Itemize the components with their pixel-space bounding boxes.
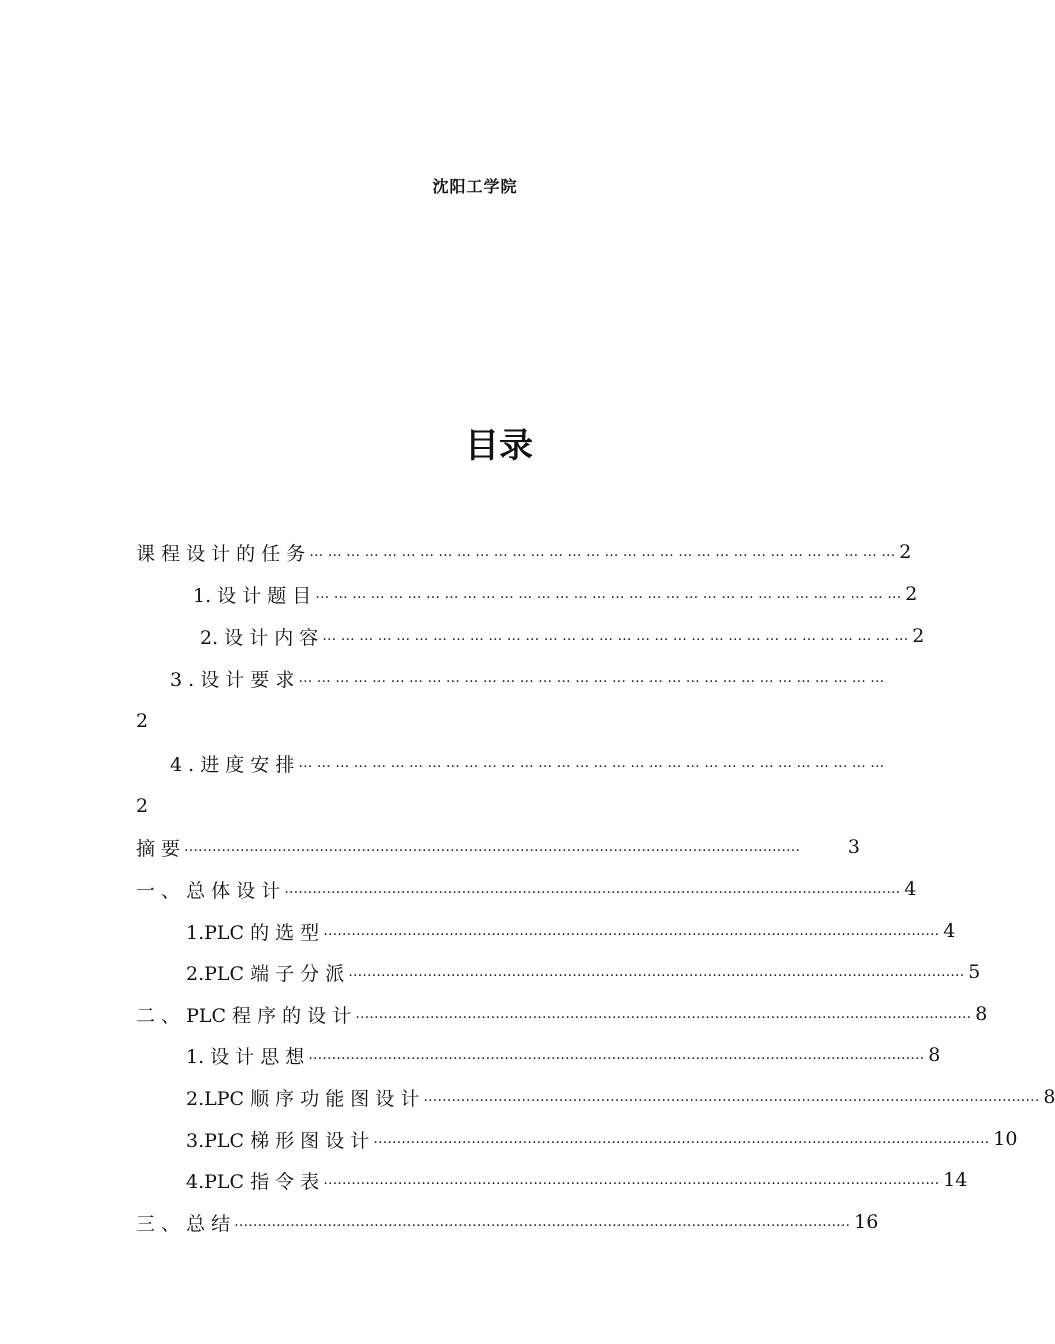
toc-entry[interactable] [136,538,912,566]
toc-entry-label: 3.PLC 梯 形 图 设 计 [186,1129,370,1152]
toc-entry-label: 摘 要 [136,837,181,860]
toc-entry-label: 1.PLC 的 选 型 [186,921,320,944]
toc-entry-page: 3 [847,836,860,858]
toc-entry[interactable] [186,1166,968,1194]
toc-entry[interactable] [193,580,918,608]
leader-dots: … … … … … … … … … … … … … … … … … … … … … … … … … … … … … … … … [298,755,885,771]
leader-dots: … … … … … … … … … … … … … … … … … … … … … … … … … … … … … … … … [322,628,909,644]
toc-entry[interactable] [136,833,860,861]
toc-entry[interactable] [136,1000,988,1028]
toc-entry-label: 三 、 总 结 [136,1212,231,1235]
leader-dots: …………………………………………………………………………………………………………………… [323,1172,940,1188]
toc-entry-page: 10 [993,1128,1018,1150]
leader-dots: …………………………………………………………………………………………………………………… [348,964,965,980]
toc-entry[interactable] [186,958,981,986]
leader-dots: … … … … … … … … … … … … … … … … … … … … … … … … … … … … … … … … [315,586,902,602]
toc-entry-label: 1. 设 计 思 想 [186,1045,305,1068]
toc-entry[interactable] [186,1125,1018,1153]
toc-entry-label: 4.PLC 指 令 表 [186,1170,320,1193]
toc-entry-label: 2.LPC 顺 序 功 能 图 设 计 [186,1087,420,1110]
toc-entry[interactable] [186,1041,941,1069]
leader-dots: …………………………………………………………………………………………………………………… [234,1214,851,1230]
leader-dots: …………………………………………………………………………………………………………………… [423,1089,1040,1105]
toc-entry-page: 4 [943,920,956,942]
toc-entry[interactable] [170,749,885,777]
toc-entry-label: 课 程 设 计 的 任 务 [136,542,306,565]
toc-entry-page: 5 [968,961,981,983]
leader-dots: …………………………………………………………………………………………………………………… [373,1131,990,1147]
toc-entry[interactable] [200,622,925,650]
toc-entry-label: 1. 设 计 题 目 [193,584,312,607]
toc-entry[interactable] [170,664,885,692]
toc-entry-page: 8 [928,1044,941,1066]
toc-entry-page: 8 [1043,1086,1055,1108]
leader-dots: …………………………………………………………………………………………………………………… [355,1006,972,1022]
toc-entry-label: 4 . 进 度 安 排 [170,753,295,776]
toc-entry-label: 3 . 设 计 要 求 [170,668,295,691]
toc-entry-page: 8 [975,1003,988,1025]
toc-entry-label: 2.PLC 端 子 分 派 [186,962,345,985]
toc-entry-page: 4 [904,878,917,900]
toc-entry-page: 2 [136,795,149,817]
leader-dots: …………………………………………………………………………………………………………………… [308,1047,925,1063]
toc-entry[interactable] [136,875,917,903]
toc-entry-page: 2 [905,583,918,605]
toc-title: 目录 [465,426,533,466]
toc-entry[interactable] [186,917,956,945]
leader-dots: …………………………………………………………………………………………………………………… [284,881,901,897]
toc-entry-label: 一 、 总 体 设 计 [136,879,281,902]
toc-entry-page: 2 [912,625,925,647]
leader-dots: … … … … … … … … … … … … … … … … … … … … … … … … … … … … … … … … [298,670,885,686]
toc-entry-page: 2 [136,710,149,732]
toc-entry[interactable] [186,1083,1055,1111]
school-name: 沈阳工学院 [432,177,518,196]
toc-entry-page: 2 [899,541,912,563]
toc-entry-label: 2. 设 计 内 容 [200,626,319,649]
leader-dots: …………………………………………………………………………………………………………………… [184,839,801,855]
leader-dots: …………………………………………………………………………………………………………………… [323,923,940,939]
toc-entry[interactable] [136,1208,879,1236]
toc-entry-page: 14 [943,1169,968,1191]
toc-entry-label: 二 、 PLC 程 序 的 设 计 [136,1004,352,1027]
leader-dots: … … … … … … … … … … … … … … … … … … … … … … … … … … … … … … … … [309,544,896,560]
toc-entry-page: 16 [854,1211,879,1233]
